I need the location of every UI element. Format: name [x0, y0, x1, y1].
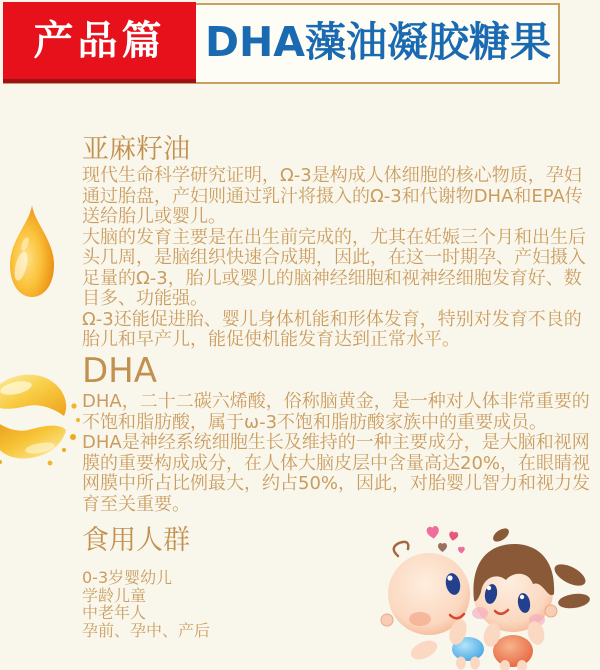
- hearts-icon: [426, 526, 465, 554]
- oil-swirl-icon: [0, 360, 92, 474]
- page-title: [196, 3, 560, 81]
- audience-heading: 食用人群: [82, 525, 190, 556]
- chapter-badge: [3, 2, 196, 83]
- dha-heading: DHA: [82, 351, 158, 391]
- page-title-text: DHA藻油凝胶糖果: [204, 17, 552, 66]
- baby-boy: [381, 542, 484, 670]
- dha-paragraph: DHA是神经系统细胞生长及维持的一种主要成分，是大脑和视网膜的重要构成成分，在人体大脑皮层中含量高达20%，在眼睛视网膜中所占比例最大，约占50%，因此，对胎婴儿智力和视力发育至关重要。: [82, 432, 591, 515]
- audience-list: [82, 569, 210, 639]
- flaxseed-paragraph: 大脑的发育主要是在出生前完成的，尤其在妊娠三个月和出生后头几周，是脑组织快速合成期，因此，在这一时期孕、产妇摄入足量的Ω-3，胎儿或婴儿的脑神经细胞和视神经细胞发育好、数目多、功能强。: [82, 226, 586, 309]
- audience-item: 中老年人: [82, 603, 147, 622]
- audience-item: 孕前、孕中、产后: [82, 620, 211, 640]
- audience-item: 学龄儿童: [82, 585, 147, 605]
- chapter-badge-label: 产品篇: [33, 17, 166, 63]
- flaxseed-paragraph: 现代生命科学研究证明，Ω-3是构成人体细胞的核心物质，孕妇通过胎盘，产妇则通过乳汁将摄入的Ω-3和代谢物DHA和EPA传送给胎儿或婴儿。: [82, 165, 583, 227]
- babies-illustration: [362, 518, 596, 670]
- flaxseed-paragraph: Ω-3还能促进胎、婴儿身体机能和形体发育，特别对发育不良的胎儿和早产儿，能促使机能发育达到正常水平。: [82, 308, 582, 350]
- dha-paragraph: DHA，二十二碳六烯酸，俗称脑黄金，是一种对人体非常重要的不饱和脂肪酸，属于ω-3不饱和脂肪酸家族中的重要成员。: [82, 391, 590, 433]
- flaxseed-body: [82, 166, 592, 351]
- flaxseed-heading: 亚麻籽油: [82, 134, 190, 165]
- baby-girl: [472, 526, 591, 670]
- oil-drop-icon: [2, 202, 62, 302]
- audience-item: 0-3岁婴幼儿: [82, 568, 173, 587]
- dha-body: [82, 392, 592, 515]
